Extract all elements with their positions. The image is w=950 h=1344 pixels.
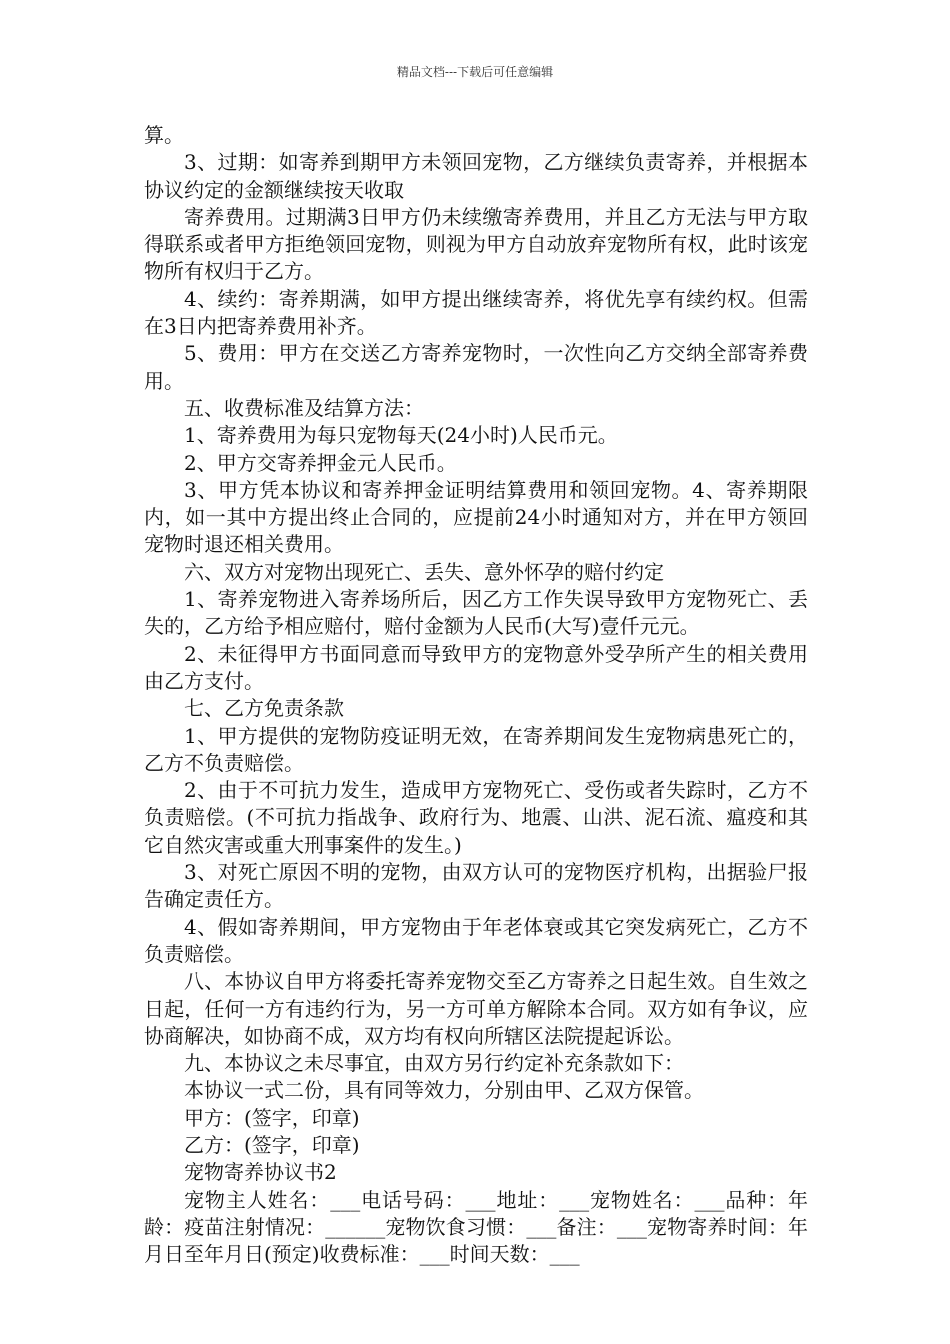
signature-line-party-b: 乙方：(签字，印章) (184, 1132, 360, 1157)
paragraph: 1、寄养宠物进入寄养场所后，因乙方工作失误导致甲方宠物死亡、丢失的，乙方给予相应赔付，赔付金额为人民币(大写)壹仟元元。 (144, 587, 808, 639)
signature-line-party-a: 甲方：(签字，印章) (184, 1105, 360, 1130)
paragraph: 2、甲方交寄养押金元人民币。 (184, 450, 457, 475)
paragraph: 2、未征得甲方书面同意而导致甲方的宠物意外受孕所产生的相关费用由乙方支付。 (144, 641, 808, 693)
paragraph: 3、甲方凭本协议和寄养押金证明结算费用和领回宠物。4、寄养期限内，如一其中方提出终止合同的，应提前24小时通知对方，并在甲方领回宠物时退还相关费用。 (144, 477, 808, 557)
paragraph: 4、假如寄养期间，甲方宠物由于年老体衰或其它突发病死亡，乙方不负责赔偿。 (144, 914, 808, 966)
section-heading: 五、收费标准及结算方法： (184, 395, 424, 420)
paragraph: 2、由于不可抗力发生，造成甲方宠物死亡、受伤或者失踪时，乙方不负责赔偿。(不可抗力指战争、政府行为、地震、山洪、泥石流、瘟疫和其它自然灾害或重大刑事案件的发生。) (144, 778, 808, 857)
document-body (144, 122, 808, 1268)
paragraph: 1、寄养费用为每只宠物每天(24小时)人民币元。 (184, 423, 618, 448)
paragraph: 本协议一式二份，具有同等效力，分别由甲、乙双方保管。 (184, 1078, 704, 1103)
paragraph: 寄养费用。过期满3日甲方仍未续缴寄养费用，并且乙方无法与甲方取得联系或者甲方拒绝领回宠物，则视为甲方自动放弃宠物所有权，此时该宠物所有权归于乙方。 (144, 204, 808, 284)
paragraph: 3、对死亡原因不明的宠物，由双方认可的宠物医疗机构，出据验尸报告确定责任方。 (144, 860, 808, 912)
paragraph: 5、费用：甲方在交送乙方寄养宠物时，一次性向乙方交纳全部寄养费用。 (144, 341, 808, 393)
page-header: 精品文档---下载后可任意编辑 (396, 65, 554, 79)
section-heading: 六、双方对宠物出现死亡、丢失、意外怀孕的赔付约定 (184, 559, 664, 584)
section-heading: 七、乙方免责条款 (184, 696, 344, 721)
paragraph: 3、过期：如寄养到期甲方未领回宠物，乙方继续负责寄养，并根据本协议约定的金额继续按天收取 (144, 150, 808, 202)
section-heading: 八、本协议自甲方将委托寄养宠物交至乙方寄养之日起生效。自生效之日起，任何一方有违约行为，另一方可单方解除本合同。双方如有争议，应协商解决，如协商不成，双方均有权向所辖区法院提起诉讼。 (144, 969, 808, 1048)
paragraph: 4、续约：寄养期满，如甲方提出继续寄养，将优先享有续约权。但需在3日内把寄养费用补齐。 (144, 286, 808, 339)
document-title: 宠物寄养协议书2 (184, 1160, 337, 1185)
section-heading: 九、本协议之未尽事宜，由双方另行约定补充条款如下： (184, 1051, 684, 1076)
form-fields-paragraph: 宠物主人姓名：___电话号码：___地址：___宠物姓名：___品种：年龄：疫苗注射情况：______宠物饮食习惯：___备注：___宠物寄养时间：年月日至年月日(预定)收费标准：___时间天数：___ (144, 1187, 808, 1267)
paragraph: 1、甲方提供的宠物防疫证明无效，在寄养期间发生宠物病患死亡的，乙方不负责赔偿。 (144, 723, 808, 775)
paragraph: 算。 (144, 123, 184, 147)
